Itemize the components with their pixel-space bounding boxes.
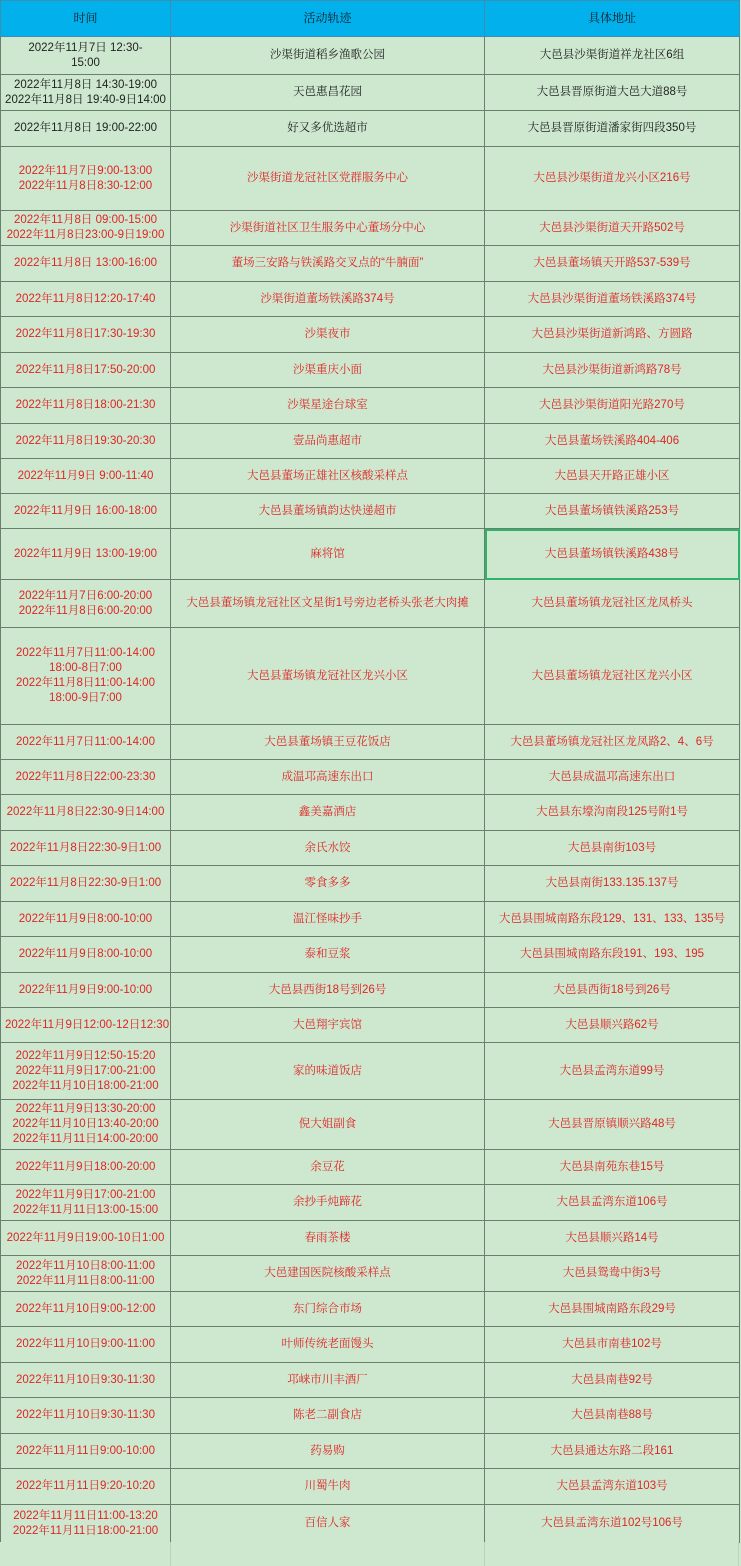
activity-cell[interactable]: 沙渠街道龙冠社区党群服务中心: [171, 147, 485, 211]
time-cell[interactable]: [1, 973, 171, 1008]
table-row: [1, 529, 740, 580]
activity-cell[interactable]: 邛崃市川丰酒厂: [171, 1363, 485, 1398]
address-cell[interactable]: 大邑县沙渠街道天开路502号: [485, 211, 740, 246]
address-cell[interactable]: 大邑县晋原镇顺兴路48号: [485, 1100, 740, 1150]
address-cell[interactable]: 大邑县孟湾东道102号106号: [485, 1505, 740, 1543]
table-row: [1, 1363, 740, 1398]
time-line: 2022年11月9日 9:00-11:40: [17, 469, 154, 482]
time-cell[interactable]: [1, 37, 171, 75]
time-line: 2022年11月10日13:40-20:00: [12, 1118, 159, 1130]
activity-cell[interactable]: 东门综合市场: [171, 1292, 485, 1327]
time-cell[interactable]: [1, 1363, 171, 1398]
address-cell[interactable]: 大邑县董场镇铁溪路253号: [485, 494, 740, 529]
time-line: 2022年11月11日14:00-20:00: [12, 1133, 159, 1145]
activity-cell[interactable]: 大邑县董场镇王豆花饭店: [171, 725, 485, 760]
address-cell[interactable]: 大邑县沙渠街道新鸿路78号: [485, 353, 740, 388]
time-line: 2022年11月8日22:00-23:30: [15, 770, 156, 783]
time-line: 2022年11月9日 16:00-18:00: [14, 504, 157, 517]
time-cell[interactable]: [1, 75, 171, 111]
address-cell[interactable]: 大邑县东壕沟南段125号附1号: [485, 795, 740, 831]
time-line: 2022年11月8日17:30-19:30: [15, 328, 156, 340]
time-line: 2022年11月8日 09:00-15:00: [14, 214, 157, 226]
empty-row: [0, 1542, 739, 1566]
table-row: [1, 459, 740, 494]
time-cell[interactable]: [1, 529, 171, 580]
time-cell[interactable]: [1, 1292, 171, 1327]
time-cell[interactable]: [1, 111, 171, 147]
address-cell[interactable]: 大邑县围城南路东段29号: [485, 1292, 740, 1327]
table-row: [1, 795, 740, 831]
address-cell[interactable]: 大邑县董场镇龙冠社区龙凤桥头: [485, 580, 740, 628]
activity-cell[interactable]: 成温邛高速东出口: [171, 760, 485, 795]
time-line: 2022年11月7日11:00-14:00: [16, 735, 155, 748]
time-line: 2022年11月8日12:20-17:40: [15, 292, 156, 305]
time-cell[interactable]: [1, 795, 171, 831]
activity-cell[interactable]: 大邑县董场正雄社区核酸采样点: [171, 459, 485, 494]
address-cell[interactable]: 大邑县通达东路二段161: [485, 1434, 740, 1469]
time-line: 2022年11月10日8:00-11:00: [16, 1259, 155, 1272]
activity-cell[interactable]: 好又多优选超市: [171, 111, 485, 147]
time-line: 15:00: [71, 56, 100, 69]
address-cell[interactable]: 大邑县市南巷102号: [485, 1327, 740, 1363]
table-row: [1, 211, 740, 246]
time-line: 2022年11月11日9:20-10:20: [16, 1480, 155, 1492]
time-line: 2022年11月9日 13:00-19:00: [14, 547, 157, 560]
address-cell[interactable]: 大邑县董场镇龙冠社区龙凤路2、4、6号: [485, 725, 740, 760]
activity-cell[interactable]: 川蜀牛肉: [171, 1469, 485, 1505]
time-cell[interactable]: [1, 1150, 171, 1185]
activity-cell[interactable]: 余豆花: [171, 1150, 485, 1185]
table-row: [1, 1469, 740, 1505]
table-row: [1, 1100, 740, 1150]
activity-cell[interactable]: 叶师传统老面馒头: [171, 1327, 485, 1363]
address-cell[interactable]: 大邑县孟湾东道103号: [485, 1469, 740, 1505]
time-line: 2022年11月9日9:00-10:00: [18, 983, 153, 996]
time-line: 2022年11月7日 12:30-: [28, 41, 143, 54]
time-line: 2022年11月9日17:00-21:00: [15, 1188, 156, 1201]
header-activity[interactable]: 活动轨迹: [171, 1, 485, 37]
activity-cell[interactable]: 沙渠街道社区卫生服务中心董场分中心: [171, 211, 485, 246]
time-line: 2022年11月9日8:00-10:00: [18, 912, 153, 925]
address-cell[interactable]: 大邑县成温邛高速东出口: [485, 760, 740, 795]
address-cell[interactable]: 大邑县孟湾东道99号: [485, 1043, 740, 1100]
time-line: 2022年11月10日9:00-11:00: [16, 1338, 155, 1350]
address-cell[interactable]: 大邑县晋原街道大邑大道88号: [485, 75, 740, 111]
table-row: [1, 1221, 740, 1256]
table-row: [1, 1398, 740, 1434]
table-row: [1, 1292, 740, 1327]
table-body: [1, 37, 740, 1543]
activity-cell[interactable]: 大邑建国医院核酸采样点: [171, 1256, 485, 1292]
time-cell[interactable]: [1, 725, 171, 760]
header-address[interactable]: 具体地址: [485, 1, 740, 37]
time-cell[interactable]: [1, 246, 171, 282]
activity-cell[interactable]: 沙渠街道董场铁溪路374号: [171, 282, 485, 317]
time-line: 2022年11月8日 14:30-19:00: [14, 78, 157, 91]
time-line: 2022年11月7日11:00-14:00: [16, 647, 155, 659]
time-line: 2022年11月8日22:30-9日1:00: [9, 841, 162, 854]
time-cell[interactable]: [1, 1043, 171, 1100]
time-line: 2022年11月11日8:00-11:00: [16, 1274, 155, 1287]
time-line: 2022年11月11日9:00-10:00: [16, 1444, 155, 1457]
activity-cell[interactable]: 药易购: [171, 1434, 485, 1469]
activity-cell[interactable]: 家的味道饭店: [171, 1043, 485, 1100]
activity-cell[interactable]: 董场三安路与铁溪路交叉点的“牛腩面”: [171, 246, 485, 282]
activity-cell[interactable]: 鑫美嘉酒店: [171, 795, 485, 831]
activity-cell[interactable]: 温江怪味抄手: [171, 902, 485, 937]
time-cell[interactable]: [1, 1256, 171, 1292]
activity-cell[interactable]: 沙渠星途台球室: [171, 388, 485, 424]
address-cell[interactable]: 大邑县南苑东巷15号: [485, 1150, 740, 1185]
activity-cell[interactable]: 陈老二副食店: [171, 1398, 485, 1434]
time-line: 2022年11月11日18:00-21:00: [12, 1524, 159, 1537]
table-row: [1, 1043, 740, 1100]
time-cell[interactable]: [1, 353, 171, 388]
activity-cell[interactable]: 沙渠夜市: [171, 317, 485, 353]
time-line: 2022年11月10日9:30-11:30: [16, 1373, 155, 1386]
time-line: 2022年11月11日13:00-15:00: [12, 1203, 159, 1216]
address-cell[interactable]: 大邑县沙渠街道阳光路270号: [485, 388, 740, 424]
activity-cell[interactable]: 大邑县董场镇韵达快递超市: [171, 494, 485, 529]
time-line: 2022年11月9日18:00-20:00: [15, 1160, 156, 1173]
time-line: 2022年11月9日8:00-10:00: [18, 948, 153, 960]
table-row: [1, 388, 740, 424]
time-cell[interactable]: [1, 831, 171, 866]
activity-cell[interactable]: 百信人家: [171, 1505, 485, 1543]
activity-cell[interactable]: 倪大姐副食: [171, 1100, 485, 1150]
time-cell[interactable]: [1, 580, 171, 628]
address-cell[interactable]: 大邑县董场镇铁溪路438号: [485, 529, 740, 580]
time-line: 2022年11月9日12:00-12日12:30: [5, 1018, 170, 1031]
time-cell[interactable]: [1, 147, 171, 211]
activity-cell[interactable]: 大邑县董场镇龙冠社区龙兴小区: [171, 628, 485, 725]
activity-cell[interactable]: 大邑县西街18号到26号: [171, 973, 485, 1008]
activity-cell[interactable]: 天邑惠昌花园: [171, 75, 485, 111]
address-cell[interactable]: 大邑县鸳鸯中街3号: [485, 1256, 740, 1292]
time-line: 2022年11月10日18:00-21:00: [12, 1079, 159, 1092]
activity-cell[interactable]: 沙渠街道稻乡渔歌公园: [171, 37, 485, 75]
table-row: [1, 902, 740, 937]
time-cell[interactable]: [1, 388, 171, 424]
address-cell[interactable]: 大邑县沙渠街道祥龙社区6组: [485, 37, 740, 75]
time-cell[interactable]: [1, 1398, 171, 1434]
table-row: [1, 866, 740, 902]
address-cell[interactable]: 大邑县天开路正雄小区: [485, 459, 740, 494]
table-row: [1, 1327, 740, 1363]
activity-cell[interactable]: 沙渠重庆小面: [171, 353, 485, 388]
time-line: 18:00-9日7:00: [49, 692, 122, 704]
time-line: 2022年11月7日9:00-13:00: [18, 164, 153, 177]
activity-cell[interactable]: 春雨茶楼: [171, 1221, 485, 1256]
time-cell[interactable]: [1, 317, 171, 353]
table-row: [1, 246, 740, 282]
time-line: 2022年11月9日17:00-21:00: [15, 1064, 156, 1077]
address-cell[interactable]: 大邑县顺兴路14号: [485, 1221, 740, 1256]
activity-cell[interactable]: 余氏水饺: [171, 831, 485, 866]
address-cell[interactable]: 大邑县董场镇龙冠社区龙兴小区: [485, 628, 740, 725]
table-row: [1, 282, 740, 317]
time-cell[interactable]: [1, 628, 171, 725]
address-cell[interactable]: 大邑县南巷88号: [485, 1398, 740, 1434]
table-row: [1, 580, 740, 628]
table-row: [1, 75, 740, 111]
time-line: 2022年11月8日8:30-12:00: [18, 179, 153, 192]
activity-cell[interactable]: 大邑翔宇宾馆: [171, 1008, 485, 1043]
activity-cell[interactable]: 大邑县董场镇龙冠社区文星街1号旁边老桥头张老大肉摊: [171, 580, 485, 628]
time-line: 2022年11月8日 19:40-9日14:00: [5, 93, 166, 106]
time-cell[interactable]: [1, 1008, 171, 1043]
time-cell[interactable]: [1, 282, 171, 317]
activity-cell[interactable]: 麻将馆: [171, 529, 485, 580]
table-row: [1, 628, 740, 725]
time-cell[interactable]: [1, 760, 171, 795]
time-cell[interactable]: [1, 1327, 171, 1363]
time-line: 2022年11月7日6:00-20:00: [18, 589, 153, 602]
time-line: 18:00-8日7:00: [49, 662, 122, 674]
table-row: [1, 1185, 740, 1221]
header-time[interactable]: 时间: [1, 1, 171, 37]
time-line: 2022年11月9日19:00-10日1:00: [6, 1231, 165, 1244]
time-line: 2022年11月8日11:00-14:00: [16, 677, 155, 689]
time-cell[interactable]: [1, 1469, 171, 1505]
table-row: [1, 937, 740, 973]
time-line: 2022年11月8日18:00-21:30: [15, 399, 156, 411]
table-row: [1, 494, 740, 529]
time-cell[interactable]: [1, 866, 171, 902]
address-cell[interactable]: 大邑县围城南路东段191、193、195: [485, 937, 740, 973]
time-line: 2022年11月9日12:50-15:20: [15, 1049, 156, 1062]
table-row: [1, 317, 740, 353]
time-line: 2022年11月11日11:00-13:20: [13, 1509, 158, 1522]
time-cell[interactable]: [1, 211, 171, 246]
address-cell[interactable]: 大邑县沙渠街道新鸿路、方圆路: [485, 317, 740, 353]
activity-cell[interactable]: 零食多多: [171, 866, 485, 902]
time-line: 2022年11月10日9:00-12:00: [15, 1302, 156, 1315]
time-line: 2022年11月8日6:00-20:00: [18, 604, 153, 617]
activity-cell[interactable]: 泰和豆浆: [171, 937, 485, 973]
time-cell[interactable]: [1, 1221, 171, 1256]
address-cell[interactable]: 大邑县南街103号: [485, 831, 740, 866]
address-cell[interactable]: 大邑县孟湾东道106号: [485, 1185, 740, 1221]
table-row: [1, 973, 740, 1008]
table-row: [1, 1434, 740, 1469]
time-cell[interactable]: [1, 494, 171, 529]
address-cell[interactable]: 大邑县顺兴路62号: [485, 1008, 740, 1043]
time-line: 2022年11月9日13:30-20:00: [15, 1103, 156, 1115]
time-line: 2022年11月8日17:50-20:00: [15, 363, 156, 376]
address-cell[interactable]: 大邑县晋原街道潘家街四段350号: [485, 111, 740, 147]
activity-cell[interactable]: 壹品尚惠超市: [171, 424, 485, 459]
address-cell[interactable]: 大邑县董场铁溪路404-406: [485, 424, 740, 459]
table-row: [1, 37, 740, 75]
time-line: 2022年11月8日 19:00-22:00: [14, 122, 157, 134]
address-cell[interactable]: 大邑县南街133.135.137号: [485, 866, 740, 902]
time-cell[interactable]: [1, 1100, 171, 1150]
time-line: 2022年11月8日23:00-9日19:00: [6, 229, 165, 241]
time-cell[interactable]: [1, 459, 171, 494]
time-cell[interactable]: [1, 1505, 171, 1543]
time-line: 2022年11月8日 13:00-16:00: [14, 257, 157, 269]
time-cell[interactable]: [1, 1185, 171, 1221]
address-cell[interactable]: 大邑县沙渠街道龙兴小区216号: [485, 147, 740, 211]
address-cell[interactable]: 大邑县南巷92号: [485, 1363, 740, 1398]
time-line: 2022年11月8日22:30-9日1:00: [9, 877, 162, 889]
table-row: [1, 147, 740, 211]
time-cell[interactable]: [1, 1434, 171, 1469]
table-row: [1, 1150, 740, 1185]
time-line: 2022年11月8日19:30-20:30: [15, 434, 156, 447]
activity-cell[interactable]: 余抄手炖蹄花: [171, 1185, 485, 1221]
time-line: 2022年11月8日22:30-9日14:00: [6, 806, 165, 818]
address-cell[interactable]: 大邑县围城南路东段129、131、133、135号: [485, 902, 740, 937]
table-row: [1, 353, 740, 388]
time-cell[interactable]: [1, 937, 171, 973]
header-row: [1, 1, 740, 37]
table-row: [1, 725, 740, 760]
table-row: [1, 1505, 740, 1543]
table-row: [1, 760, 740, 795]
table-row: [1, 111, 740, 147]
table-row: [1, 424, 740, 459]
address-cell[interactable]: 大邑县沙渠街道董场铁溪路374号: [485, 282, 740, 317]
table-row: [1, 1256, 740, 1292]
table-row: [1, 831, 740, 866]
address-cell[interactable]: 大邑县西街18号到26号: [485, 973, 740, 1008]
time-line: 2022年11月10日9:30-11:30: [16, 1409, 155, 1421]
address-cell[interactable]: 大邑县董场镇天开路537-539号: [485, 246, 740, 282]
time-cell[interactable]: [1, 902, 171, 937]
time-cell[interactable]: [1, 424, 171, 459]
table-row: [1, 1008, 740, 1043]
